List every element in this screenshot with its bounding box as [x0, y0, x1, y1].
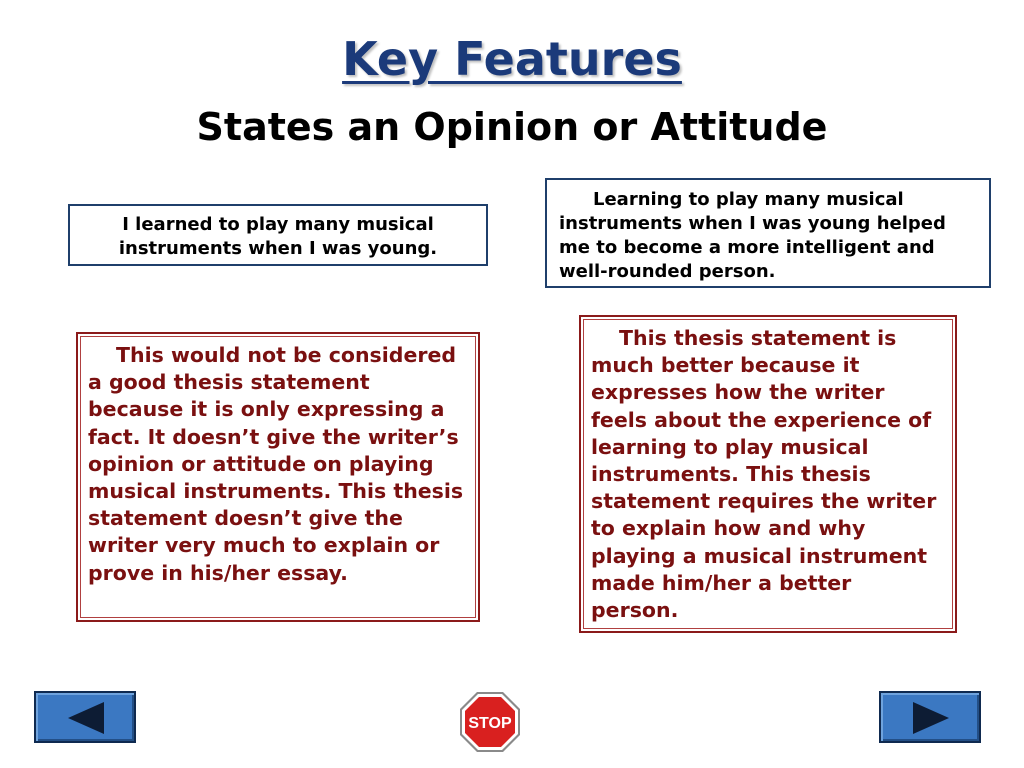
strong-thesis-explanation-box: [579, 315, 957, 633]
stop-button[interactable]: [459, 691, 521, 753]
slide-title: Key Features: [342, 32, 682, 86]
slide-subtitle: States an Opinion or Attitude: [196, 105, 828, 149]
weak-thesis-explanation-text: This would not be considered a good thesis statement because it is only expressing a fact. It doesn’t give the writer’s opinion or attitude on playing musical instruments. This thesis statement doesn’t give the writer very much to explain or prove in his/her essay.: [88, 343, 464, 585]
left-triangle-icon: [68, 702, 104, 734]
strong-thesis-example-box: Learning to play many musical instruments when I was young helped me to become a more intelligent and well-rounded person.: [545, 178, 991, 288]
right-triangle-icon: [913, 702, 949, 734]
weak-thesis-explanation-box: [76, 332, 480, 622]
weak-thesis-example-box: I learned to play many musical instruments when I was young.: [68, 204, 488, 266]
strong-thesis-explanation-text: This thesis statement is much better because it expresses how the writer feels about the experience of learning to play musical instruments. This thesis statement requires the writer to explain how and why playing a musical instrument made him/her a better person.: [591, 326, 937, 623]
next-slide-button[interactable]: [879, 691, 981, 743]
previous-slide-button[interactable]: [34, 691, 136, 743]
stop-label: STOP: [468, 715, 512, 732]
